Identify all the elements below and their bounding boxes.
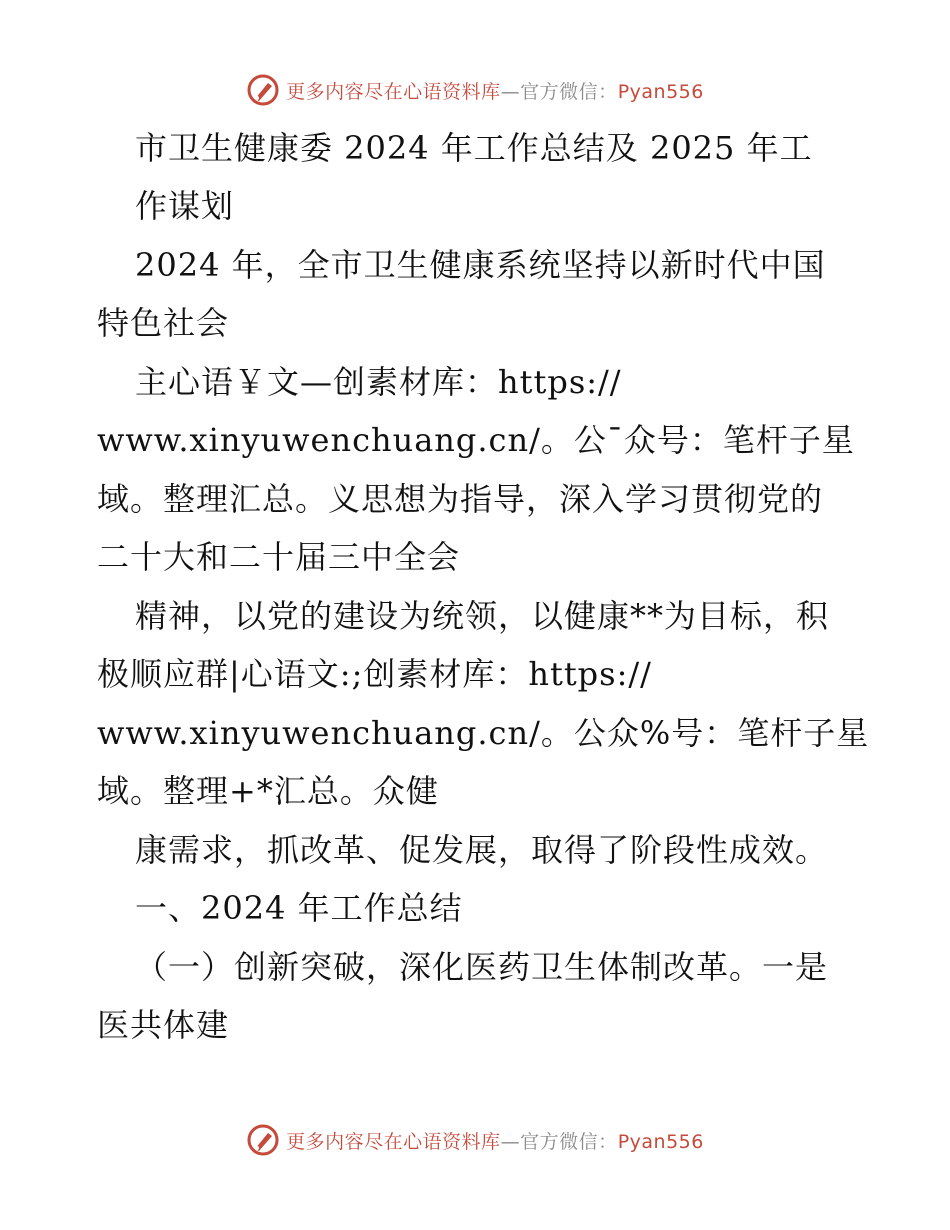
pen-logo-icon: [246, 1123, 280, 1157]
paragraph-line: 主心语￥文—创素材库：https://: [135, 363, 622, 401]
paragraph-line: 康需求，抓改革、促发展，取得了阶段性成效。: [135, 831, 829, 869]
paragraph-line: 域。整理+*汇总。众健: [97, 772, 439, 810]
document-title-line-1: 市卫生健康委 2024 年工作总结及 2025 年工: [135, 129, 813, 167]
paragraph-line: 域。整理汇总。义思想为指导，深入学习贯彻党的: [97, 480, 824, 518]
paragraph-line: 精神，以党的建设为统领，以健康**为目标，积: [135, 597, 830, 635]
footer-banner: [0, 1120, 950, 1160]
paragraph-line: 医共体建: [97, 1006, 230, 1044]
header-banner-wechat: Pyan556: [617, 80, 704, 103]
paragraph-line: www.xinyuwenchuang.cn/。公众%号：笔杆子星: [97, 714, 870, 752]
footer-banner-label: —官方微信：: [500, 1130, 618, 1153]
header-banner-title: 更多内容尽在心语资料库: [286, 80, 501, 103]
paragraph-line: 特色社会: [97, 304, 230, 342]
paragraph-line: 二十大和二十届三中全会: [97, 538, 461, 576]
header-banner-label: —官方微信：: [500, 80, 618, 103]
paragraph-line: （一）创新突破，深化医药卫生体制改革。一是: [135, 948, 829, 986]
document-title-line-2: 作谋划: [135, 187, 235, 225]
footer-banner-wechat: Pyan556: [617, 1130, 704, 1153]
paragraph-line: 极顺应群|心语文:;创素材库：https://: [97, 655, 652, 693]
section-heading: 一、2024 年工作总结: [135, 889, 463, 927]
footer-banner-title: 更多内容尽在心语资料库: [286, 1130, 501, 1153]
paragraph-line: 2024 年，全市卫生健康系统坚持以新时代中国: [135, 246, 826, 284]
paragraph-line: www.xinyuwenchuang.cn/。公¯众号：笔杆子星: [97, 421, 855, 459]
